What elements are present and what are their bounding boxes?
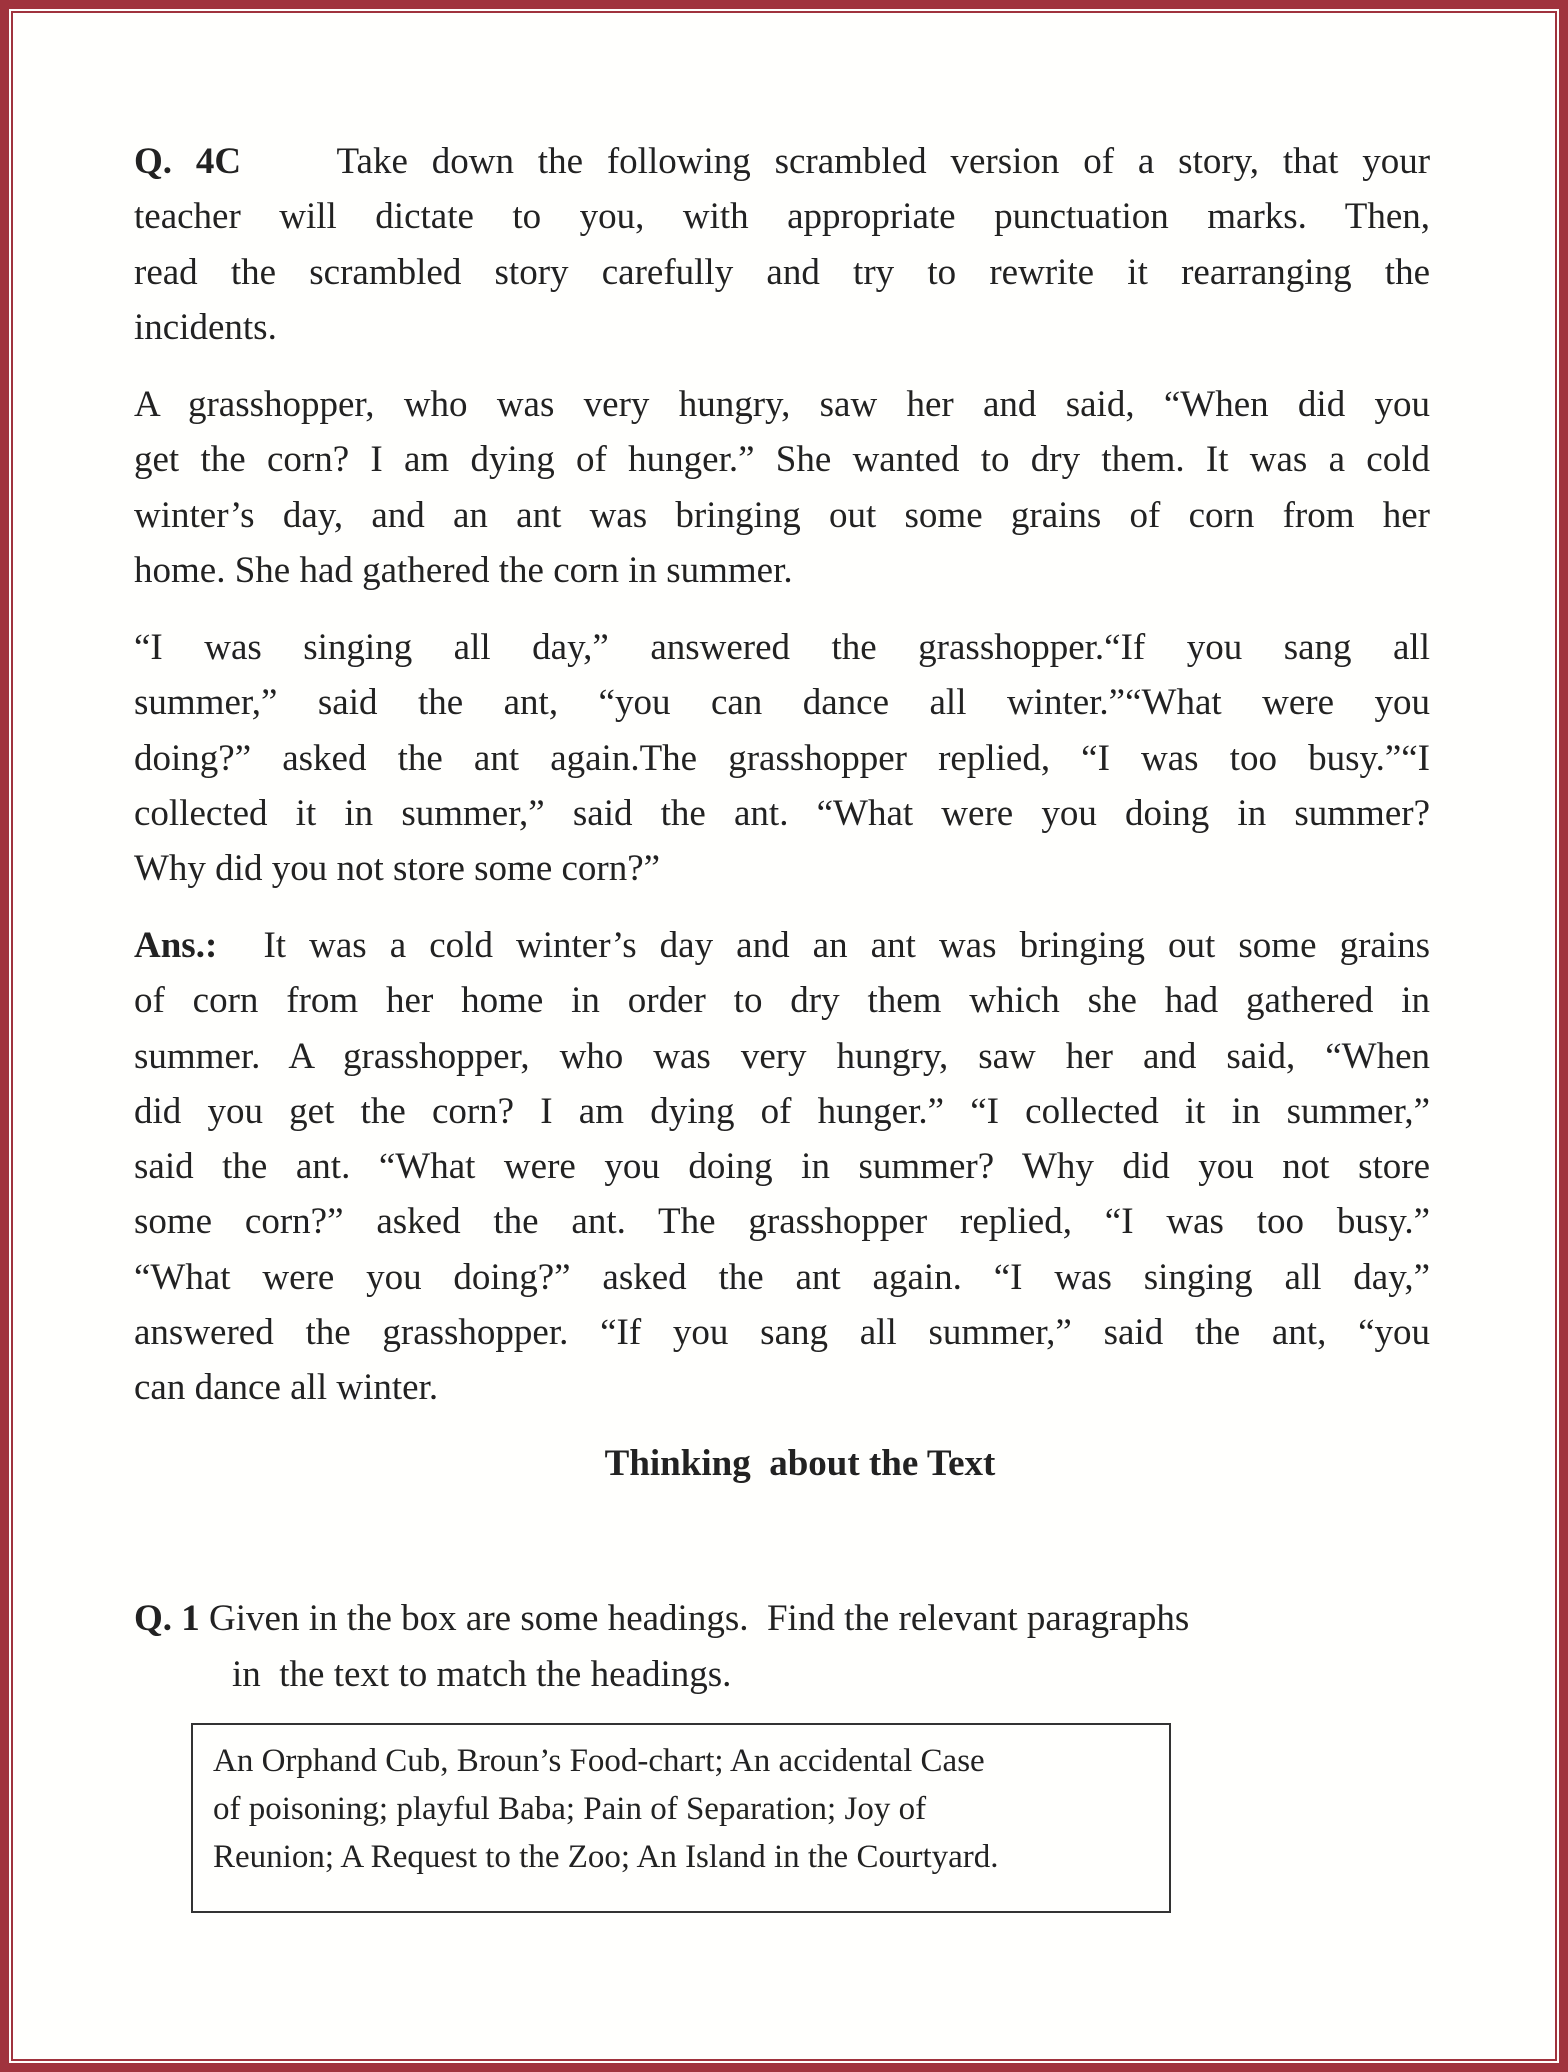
headings-box-line: An Orphand Cub, Broun’s Food-chart; An accidental Case bbox=[213, 1743, 985, 1779]
question-line: incidents. bbox=[134, 306, 277, 348]
answer-label: Ans.: bbox=[134, 925, 218, 966]
answer-line: can dance all winter. bbox=[134, 1367, 439, 1409]
story-line: get the corn? I am dying of hunger.” She wanted to dry them. It was a cold bbox=[134, 439, 1430, 481]
answer-line: some corn?” asked the ant. The grasshopper replied, “I was too busy.” bbox=[134, 1201, 1430, 1243]
answer-line bbox=[134, 918, 1430, 973]
story-line: home. She had gathered the corn in summer. bbox=[134, 549, 793, 591]
question-1-label: Q. 1 bbox=[134, 1598, 200, 1639]
question-4c bbox=[134, 134, 1430, 355]
answer-text: It was a cold winter’s day and an ant was bringing out some grains bbox=[263, 925, 1430, 966]
answer bbox=[134, 918, 1430, 1416]
question-text: Take down the following scrambled version of a story, that your bbox=[336, 141, 1431, 182]
answer-line: answered the grasshopper. “If you sang all summer,” said the ant, “you bbox=[134, 1312, 1430, 1354]
question-1 bbox=[134, 1591, 1189, 1702]
story-line: “I was singing all day,” answered the grasshopper.“If you sang all bbox=[134, 627, 1430, 668]
question-line: teacher will dictate to you, with appropriate punctuation marks. Then, bbox=[134, 196, 1430, 238]
story-line: collected it in summer,” said the ant. “What were you doing in summer? bbox=[134, 792, 1430, 834]
story-line: Why did you not store some corn?” bbox=[134, 848, 661, 890]
answer-line: “What were you doing?” asked the ant again. “I was singing all day,” bbox=[134, 1256, 1430, 1298]
question-1-line: in the text to match the headings. bbox=[232, 1653, 732, 1695]
story-paragraph-1 bbox=[134, 377, 1430, 598]
question-label: Q. 4C bbox=[134, 141, 242, 182]
story-line: A grasshopper, who was very hungry, saw her and said, “When did you bbox=[134, 384, 1430, 425]
answer-line: said the ant. “What were you doing in summer? Why did you not store bbox=[134, 1146, 1430, 1188]
section-heading: Thinking about the Text bbox=[604, 1443, 996, 1484]
question-line bbox=[134, 134, 1430, 189]
answer-line: did you get the corn? I am dying of hunger.” “I collected it in summer,” bbox=[134, 1090, 1430, 1132]
question-1-text: Given in the box are some headings. Find the relevant paragraphs bbox=[209, 1598, 1190, 1639]
story-paragraph-2 bbox=[134, 620, 1430, 896]
question-line: read the scrambled story carefully and try to rewrite it rearranging the bbox=[134, 251, 1430, 293]
story-line: doing?” asked the ant again.The grasshopper replied, “I was too busy.”“I bbox=[134, 737, 1430, 779]
answer-line: of corn from her home in order to dry them which she had gathered in bbox=[134, 980, 1430, 1022]
headings-box-line: of poisoning; playful Baba; Pain of Separation; Joy of bbox=[213, 1791, 927, 1827]
answer-line: summer. A grasshopper, who was very hungry, saw her and said, “When bbox=[134, 1035, 1430, 1077]
headings-box-line: Reunion; A Request to the Zoo; An Island in the Courtyard. bbox=[213, 1839, 999, 1875]
headings-box bbox=[191, 1723, 1171, 1913]
story-line: winter’s day, and an ant was bringing out some grains of corn from her bbox=[134, 494, 1430, 536]
question-1-line bbox=[134, 1591, 1189, 1647]
story-line: summer,” said the ant, “you can dance all winter.”“What were you bbox=[134, 682, 1430, 724]
